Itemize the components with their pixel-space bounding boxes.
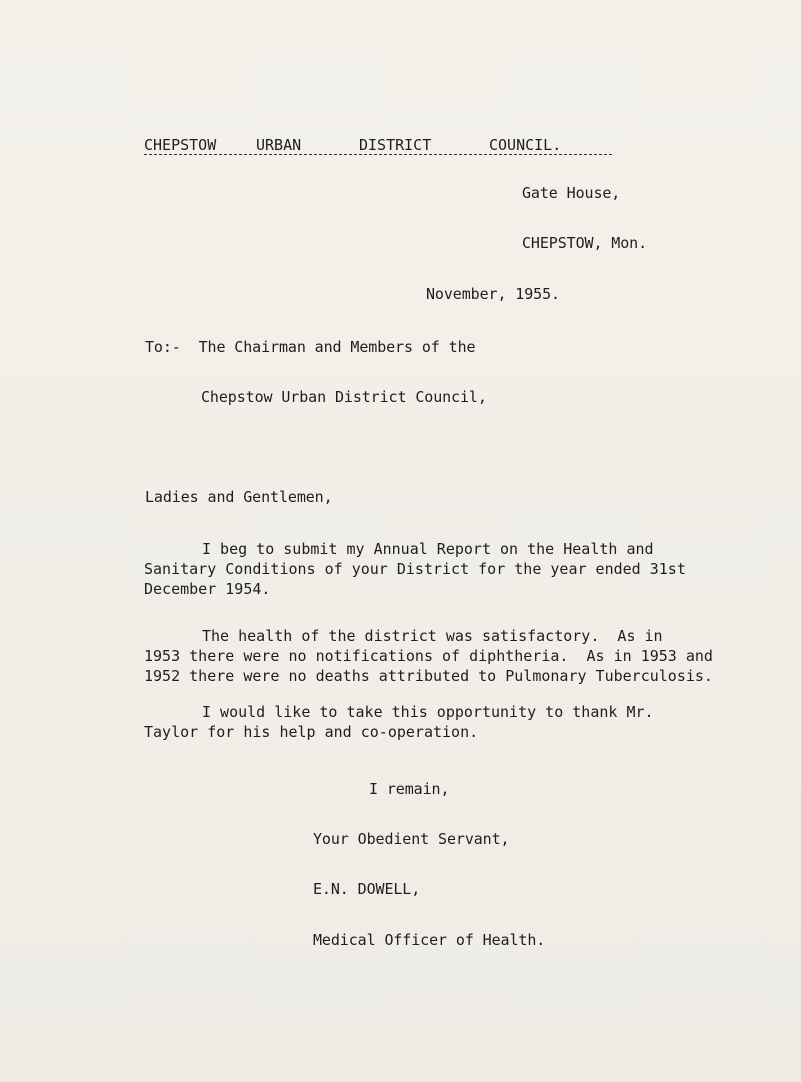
heading-word-urban: URBAN	[256, 136, 302, 154]
paragraph-1-line-1: I beg to submit my Annual Report on the Health and	[202, 540, 654, 558]
heading-word-district: DISTRICT	[359, 136, 432, 154]
salutation: Ladies and Gentlemen,	[145, 488, 333, 506]
paragraph-3-line-2: Taylor for his help and co-operation.	[144, 723, 479, 741]
paragraph-1-line-3: December 1954.	[144, 580, 271, 598]
paragraph-1	[144, 539, 704, 599]
heading-word-chepstow: CHEPSTOW	[144, 136, 217, 154]
paragraph-2-line-3: 1952 there were no deaths attributed to Pulmonary Tuberculosis.	[144, 667, 713, 685]
paragraph-1-line-2: Sanitary Conditions of your District for the year ended 31st	[144, 560, 686, 578]
signatory-name: E.N. DOWELL,	[313, 880, 421, 898]
closing-obedient-servant: Your Obedient Servant,	[313, 830, 510, 848]
address-line-2: CHEPSTOW, Mon.	[522, 234, 648, 252]
heading-underline	[144, 154, 612, 155]
recipient-line-2: Chepstow Urban District Council,	[201, 388, 487, 406]
paragraph-3-line-1: I would like to take this opportunity to thank Mr.	[202, 703, 654, 721]
council-heading	[144, 136, 614, 156]
paragraph-3	[144, 702, 704, 742]
signatory-title: Medical Officer of Health.	[313, 931, 546, 949]
paragraph-2-line-1: The health of the district was satisfactory. As in	[202, 627, 663, 645]
recipient-line-1: To:- The Chairman and Members of the	[145, 338, 476, 356]
paragraph-2-line-2: 1953 there were no notifications of diphtheria. As in 1953 and	[144, 647, 713, 665]
address-line-1: Gate House,	[522, 184, 621, 202]
heading-word-council: COUNCIL.	[489, 136, 562, 154]
letter-date: November, 1955.	[426, 285, 560, 303]
paragraph-2	[144, 626, 713, 686]
closing-i-remain: I remain,	[369, 780, 450, 798]
